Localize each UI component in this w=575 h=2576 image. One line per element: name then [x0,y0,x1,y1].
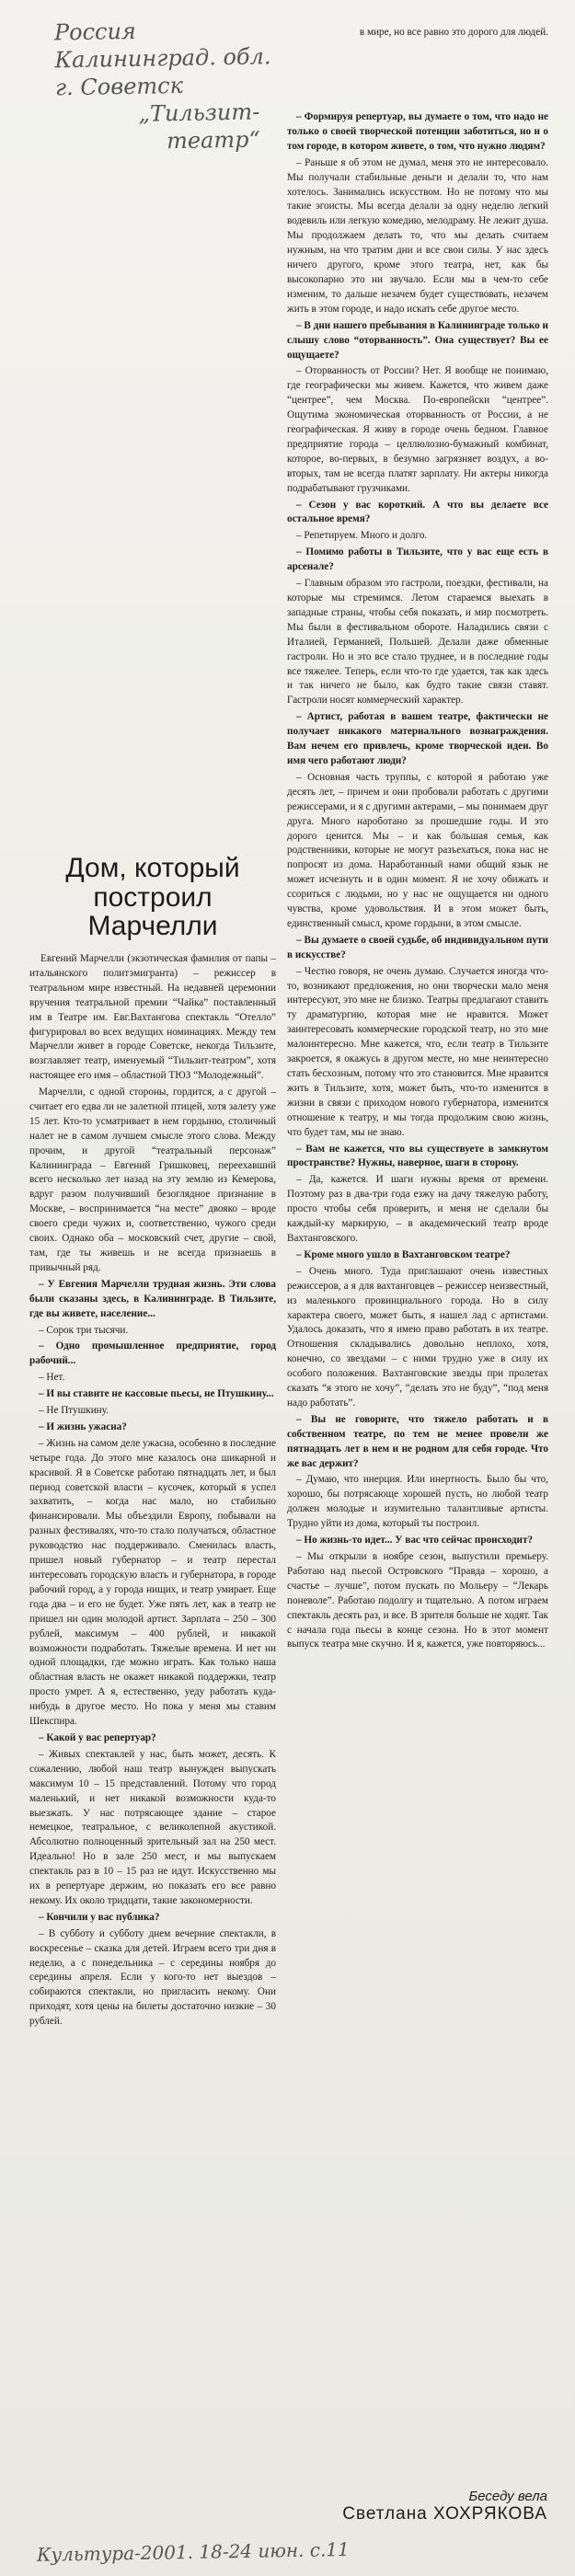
title-line: Марчелли [87,911,218,941]
interview-answer: – Репетируем. Много и долго. [296,530,428,542]
interview-answer: – Жизнь на самом деле ужасна, особенно в последние четыре года. До этого мне казалось она шикарной и красивой. Я в Советске работаю пятнадцать лет, и был период советской власти – кусочек, который я успел захватить, – когда нас мало, но стабильно финансировали. Мы объездили Европу, побывали на разных фестивалях, что-то стало получаться, областное руководство нас поддерживало. Сменилась власть, пришел новый губернатор – и театр перестал интересовать городскую власть и губернатора, в городе рабочий город, а у города нищих, и театр умирает. Еще года два – и его не будет. Уже пять лет, как в театр не пришел ни один молодой артист. Зарплата – 250 – 300 рублей, максимум – 400 рублей, и никакой возможности подработать. Тяжелые времена. И нет ни одной площадки, где можно играть. Как только наша областная власть не окажет никакой поддержки, театр просто умрет. А я, естественно, уеду работать куда-нибудь в другое место. Но пока у меня мы ставим Шекспира. [29,1437,276,1728]
interview-question: – Кроме много ушло в Вахтанговском театре? [296,1248,511,1260]
interview-question: – В дни нашего пребывания в Калининграде только и слышу слово “оторванность”. Она существует? Вы ее ощущаете? [287,319,548,361]
interview-answer: – Очень много. Туда приглашают очень известных режиссеров, а я для вахтанговцев – режиссер неизвестный, из маленького провинциального города. Но в силу характера своего, может быть, я нашел лад с артистами. Удалось доказать, что я имею право работать в их театре. Отношения складывались довольно неплохо, хотя, конечно, со звездами – с ними трудно уже в силу их особого положения. Вахтанговские звезды при пролетах сказать “я этого не хочу”, “делать это не буду”, “под меня надо работать”. [287,1265,548,1409]
article-title [29,854,276,941]
interview-answer: – Думаю, что инерция. Или инертность. Было бы что, хорошо, бы потрясающе хорошей пусть, но любой театр должен молодые и изумительно талантливые артисты. Трудно уйти из дома, который ты построил. [287,1474,548,1530]
byline [299,2489,547,2524]
article-lead: Евгений Марчелли (экзотическая фамилия от папы – итальянского политэмигранта) – режиссер в театральном мире известный. На недавней церемонии вручения театральной премии “Чайка” поставленный им в Театре им. Евг.Вахтангова спектакль “Отелло” фигурировал во всех ведущих номинациях. Между тем Марчелли живет в городе Советске, некогда Тильзите, возглавляет театр, именуемый “Тильзит-театром”, хотя настоящее его имя – областной ТЮЗ “Молодежный”. [29,953,276,1082]
interview-question: – Сезон у вас короткий. А что вы делаете все остальное время? [287,499,548,525]
interview-question: – Артист, работая в вашем театре, фактически не получает никакого материального вознаграждения. Вам нечем его привлечь, кроме творческой идеи. Во имя чего работают люди? [287,711,548,766]
interview-answer: – Раньше я об этом не думал, меня это не интересовало. Мы получали стабильные деньги и делали то, что нам хотелось. Занимались искусством. Но не потому что мы такие эгоисты. Мы всегда делали за одну неделю легкий водевиль или легкую комедию, мелодраму. Не лежит душа. Мы продолжаем делать то, что мы делать считаем нужным, на что тратим дни и все свои силы. У нас здесь ничего другого, кроме этого театра, нет, как бы высокопарно это ни звучало. Если мы в чем-то себе изменим, то дальше незачем будет существовать, незачем жить в этом городе, и надо искать себе другое место. [287,156,548,315]
interview-answer: – Сорок три тысячи. [39,1324,129,1336]
interview-question: – Вы думаете о своей судьбе, об индивидуальном пути в искусстве? [287,934,548,960]
interview-question: – Формируя репертуар, вы думаете о том, что надо не только о своей творческой потенции заботиться, но и о том городе, в котором живете, о том, что нужно людям? [287,111,548,152]
handwritten-line: г. Советск [54,72,184,101]
title-line: Дом, который [65,853,240,883]
left-column [29,1086,276,2031]
interview-question: – Вам не кажется, что вы существуете в замкнутом пространстве? Нужны, наверное, шаги в сторону. [287,1143,548,1169]
interview-answer: – Нет. [39,1372,65,1384]
interview-question: – У Евгения Марчелли трудная жизнь. Эти слова были сказаны здесь, в Калининграде. В Тильзите, где вы живете, население... [29,1278,276,1319]
handwritten-line: Россия [53,17,137,46]
handwritten-line: театр“ [166,126,260,155]
interview-answer: – Мы открыли в ноябре сезон, выпустили премьеру. Работаю над пьесой Островского “Правда – хорошо, а счастье – лучше", потом пускать по Мольеру – “Лекарь поневоле”. Работаю подолгу и тщательно. А потом играем спектакль десять раз, и все. В зрителя больше не ходят. Так с начала года пьесы в конце сезона. Но в этот момент выпуск театра мне скучно. И я, кажется, уже повторяюсь... [287,1551,548,1650]
interview-answer: – Живых спектаклей у нас, быть может, десять. К сожалению, любой наш театр вынужден выпускать максимум 10 – 15 представлений. Потому что город маленький, и нет никакой возможности куда-то выезжать. У нас потрясающее здание – старое немецкое, театральное, с великолепной акустикой. Абсолютно полноценный зрительный зал на 250 мест. Идеально! Но в зале 250 мест, и мы выпускаем спектакль раз в 10 – 15 раз не идут. Искусственно мы их в репертуаре держим, но показать его все равно некому. Их около тридцати, такие закономерности. [29,1748,276,1906]
right-column-top: в мире, но все равно это дорого для людей. [359,27,548,38]
interview-answer: – Основная часть труппы, с которой я работаю уже десять лет, – причем и они пробовали работать с другими режиссерами, и я с другими актерами, – мы понимаем друг друга. Много нароботано за прошедшие годы. И это дорого ценится. Мы – и как большая семья, как родственники, которые не могут разъехаться, пока нас не попросят из дома. Наработанный нами общий язык не может исчезнуть и в один момент. Я не хочу обижать и ссориться с людьми, но у нас не ощущается ни одного чувства, кроме удовольствия. И в этом может быть, единственный смысл, кроме гордыни, в этом смысле. [287,771,548,929]
interview-question: – Но жизнь-то идет... У вас что сейчас происходит? [296,1535,534,1547]
interview-answer: – Да, кажется. И шаги нужны время от времени. Поэтому раз в два-три года езжу на дачу тяжелую работу, просто чтобы себя проверить, и меня не сделали бы каждый-ку маркирую, – в академический театр вроде Вахтанговского. [287,1174,548,1244]
interview-answer: – Не Птушкину. [39,1405,109,1417]
interview-question: – Вы не говорите, что тяжело работать и в собственном театре, по тем не менее провели же пятнадцать лет в нем и не родном для себя городе. Что же вас держит? [287,1413,548,1469]
interview-question: – Одно промышленное предприятие, город рабочий... [29,1340,276,1367]
interview-question: – Помимо работы в Тильзите, что у вас еще есть в арсенале? [287,546,548,573]
interview-answer: Марчелли, с одной стороны, гордится, а с другой – считает его едва ли не залетной птицей, хотя залету уже 15 лет. Кто-то усматривает в нем гордыню, столичный налет не в самом лучшем смысле этого слова. Между прочим, и другой “театральный персонаж” Калининграда – Евгений Гришковец, переехавший всего несколько лет назад на эту землю из Кемерова, вдруг разом получивший безоглядное признание в Москве, – воспринимается “на месте” двояко – вроде своего среди чужих и, соответственно, чужого среди своих. Однако оба – московский счет, другие – свой, там, где ты живешь и не всегда признаешь в привычный ряд. [29,1087,276,1273]
handwritten-line: Калининград. обл. [54,43,271,74]
handwritten-line: „Тильзит- [138,98,260,127]
handwritten-note [54,15,305,157]
right-column [287,110,548,1654]
title-line: построил [93,881,213,913]
interview-answer: – Честно говоря, не очень думаю. Случается иногда что-то, возникают предложения, но они творчески мало меня интересуют, это мне не близко. Театры предлагают ставить ту драматургию, которая мне не нравится. Может заинтересовать коммерческие городской театр, но это мне малоинтересно. Мне кажется, что, если театр в Тильзите закроется, я окажусь в другом месте, но мне неинтересно стать бесхозным, потому что это становится. Мне нравится жить в Тильзите, хотя, может быть, что-то изменится в жизни в связи с приходом нового губернатора, изменится отношение к театру, и мы тогда продолжим свою жизнь, что будет там, мы не знаю. [287,965,548,1138]
interview-question: – И жизнь ужасна? [39,1420,127,1432]
interview-answer: – В субботу и субботу днем вечерние спектакли, в воскресенье – сказка для детей. Играем всего три дня в неделю, а с понедельника – с середины ноября до середины апреля. Если у кого-то нет выездов – собираются спектакли, но пригласить некому. Они приходят, хотя цены на билеты достаточно низкие – 30 рублей. [29,1927,276,2028]
interview-question: – Какой у вас репертуар? [39,1731,156,1743]
interview-answer: – Оторванность от России? Нет. Я вообще не понимаю, где географически мы живем. Кажется, что живем даже “центрее”, чем Москва. По-европейски “центрее”. Ощутима экономическая оторванность от России, а не географическая. Я живу в городе очень бедном. Главное предприятие города – целлюлозно-бумажный комбинат, которое, во-первых, в безумно загрязняет воздух, а во-вторых, там не всегда платят зарплату. Ни актеры никогда подрабатывают грузчиками. [287,365,548,494]
byline-prefix: Беседу вела [468,2489,547,2504]
byline-name: Светлана ХОХРЯКОВА [342,2504,547,2524]
interview-answer: – Главным образом это гастроли, поездки, фестивали, на которые мы стремимся. Летом стараемся выехать в западные страны, чтобы себя показать, и мир посмотреть. Мы были в фестивальном обороте. Наладились связи с Италией, Германией, Польшей. Делали даже обменные гастроли. Но и это все стало труднее, и в последние годы все тяжелее. Теперь, если что-то где удается, так как здесь и так ничего не было, как будто такие связи ставят. Гастроли носят коммерческий характер. [287,578,548,707]
interview-question: – И вы ставите не кассовые пьесы, не Птушкину... [39,1388,274,1400]
handwritten-date: Культура-2001. 18-24 июн. с.11 [36,2537,350,2566]
interview-question: – Кончили у вас публика? [39,1911,160,1923]
